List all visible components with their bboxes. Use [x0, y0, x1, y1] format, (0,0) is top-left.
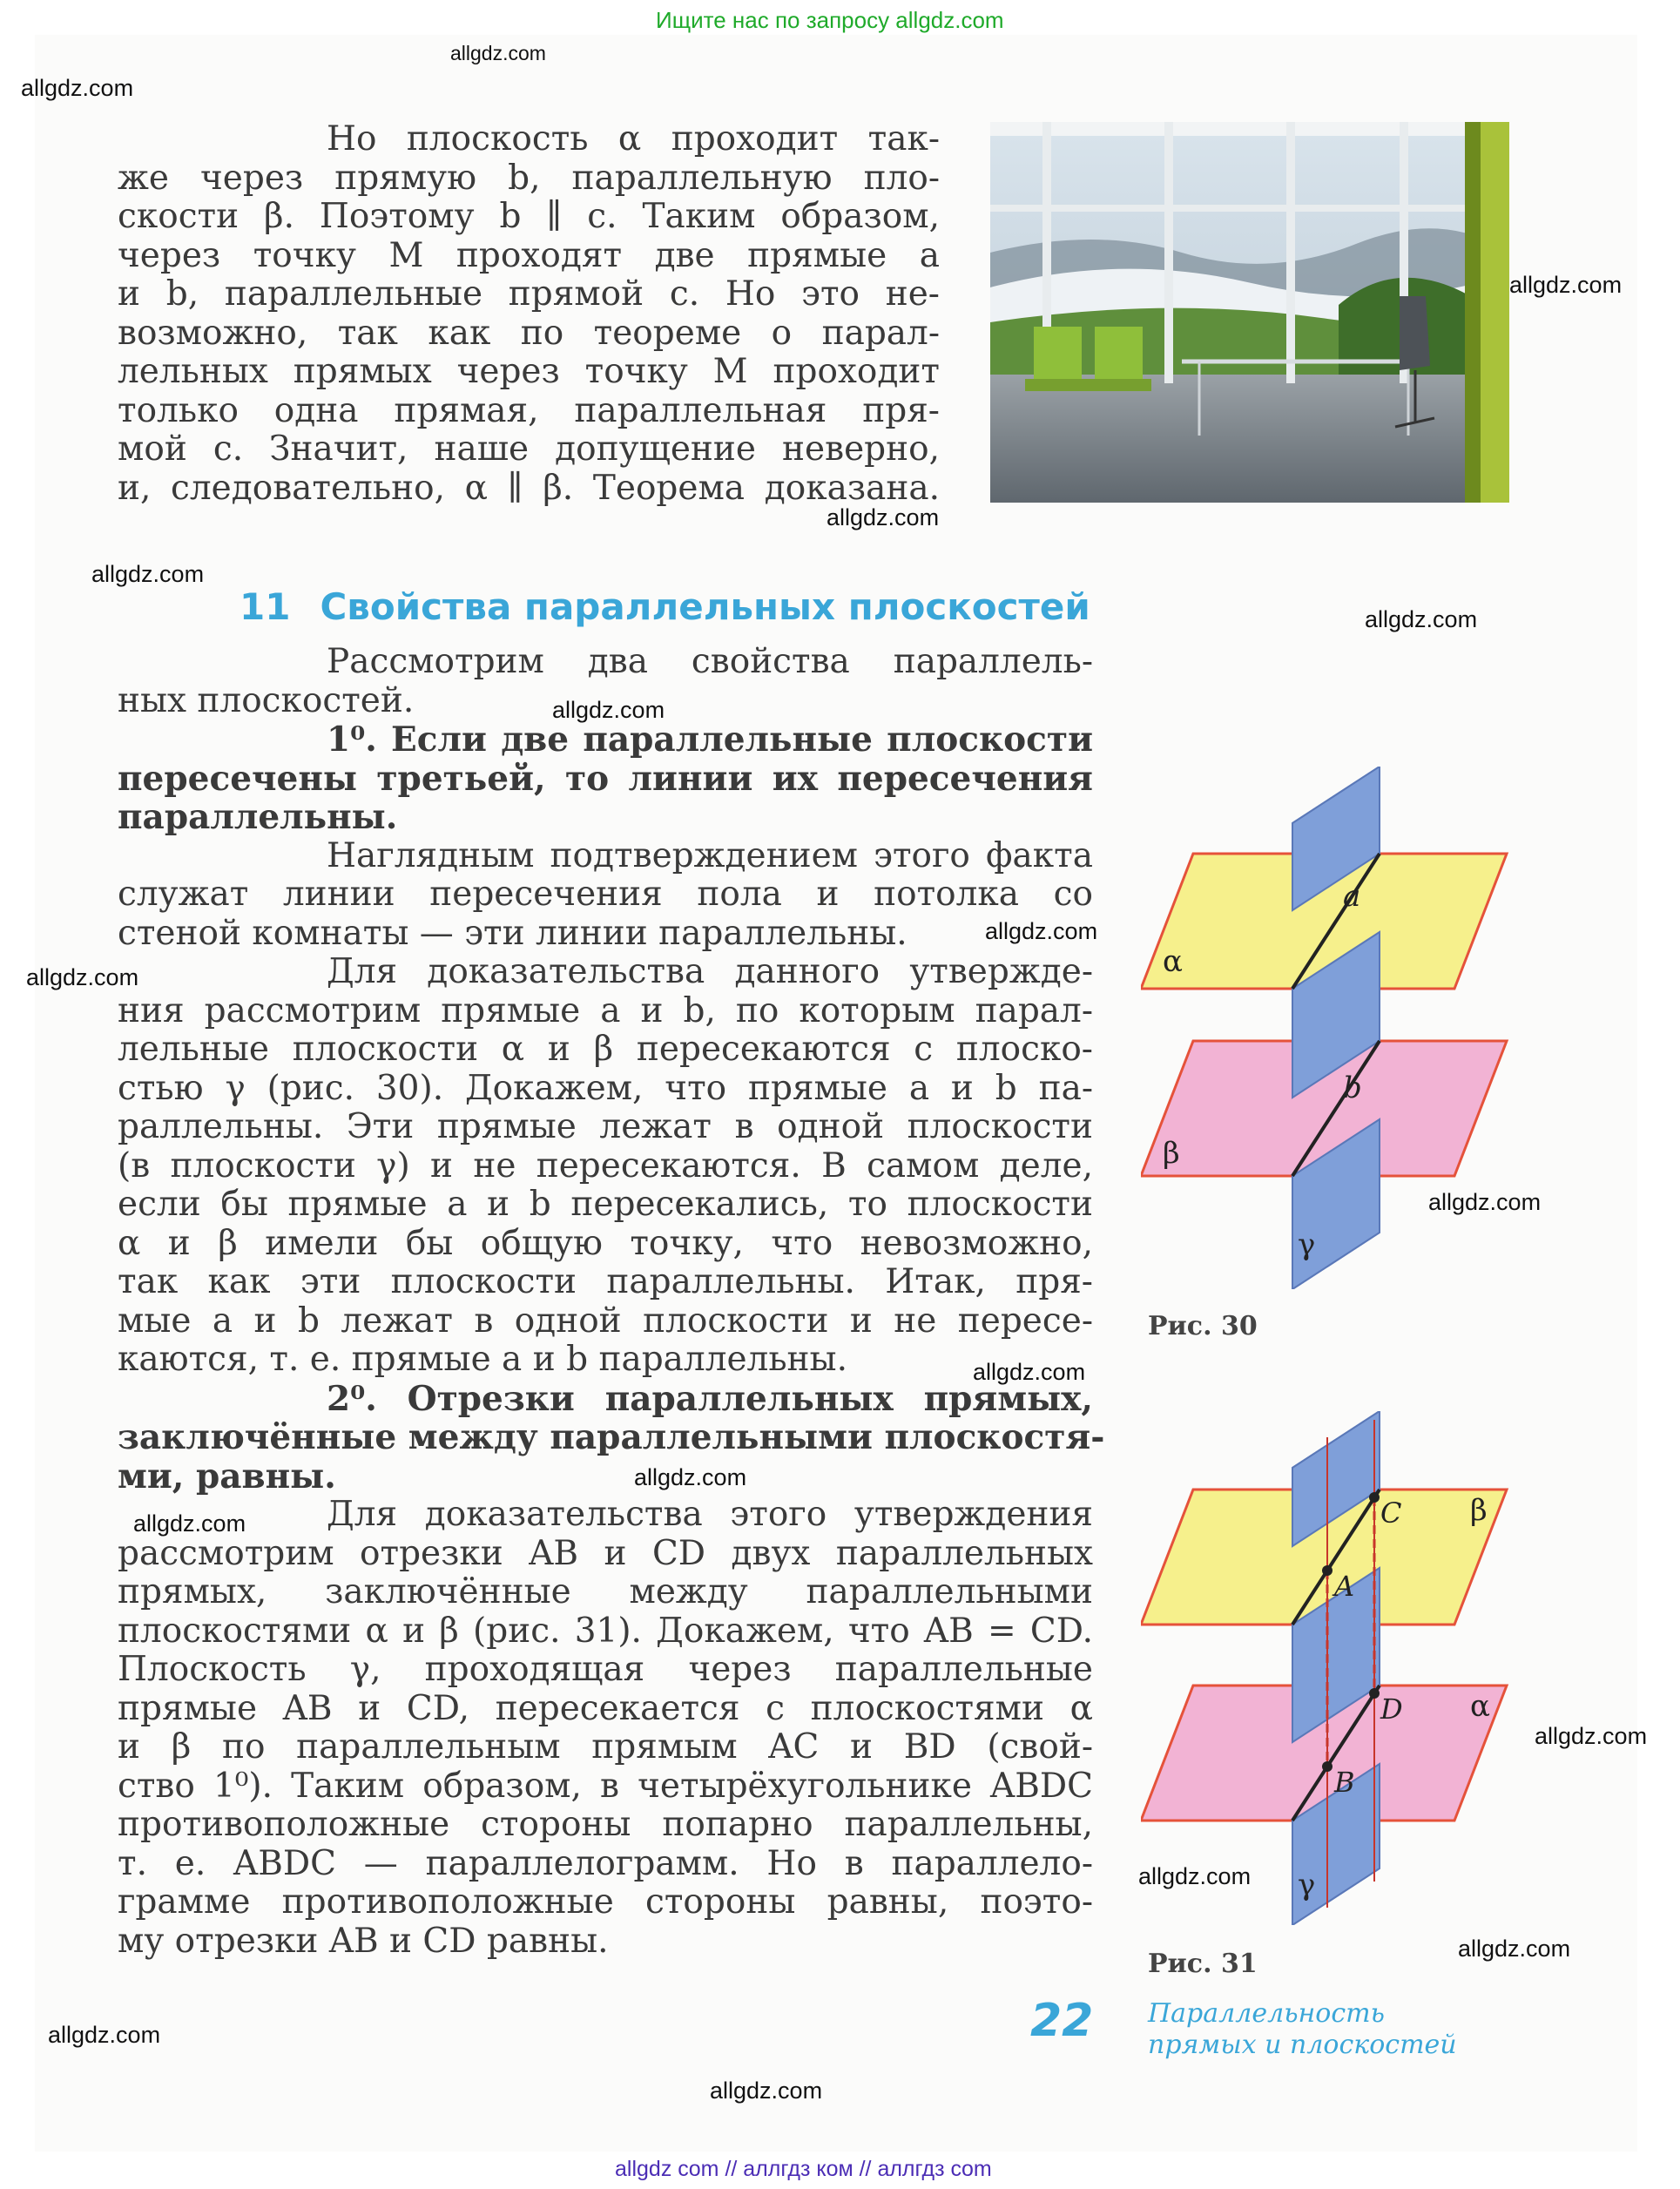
- watermark: allgdz.com: [1428, 1189, 1542, 1215]
- property-1-statement: 1⁰. Если две параллельные плоскости: [327, 720, 1093, 760]
- label-b: b: [1343, 1071, 1362, 1105]
- watermark: allgdz.com: [48, 2022, 161, 2048]
- point-a: [1322, 1565, 1333, 1576]
- label-B: B: [1334, 1766, 1355, 1799]
- page-number: 22: [1030, 1995, 1094, 2047]
- text-line: ных плоскостей.: [118, 680, 415, 720]
- text-line: плоскостями α и β (рис. 31). Докажем, что AB = CD.: [118, 1611, 1093, 1651]
- text-line: так как эти плоскости параллельны. Итак, пря-: [118, 1262, 1093, 1301]
- point-b: [1322, 1761, 1333, 1772]
- watermark: allgdz.com: [552, 697, 665, 723]
- text-line: прямых, заключённые между параллельными: [118, 1572, 1093, 1611]
- watermark: allgdz.com: [133, 1510, 246, 1537]
- section-number: 11: [240, 585, 291, 628]
- text-line: только одна прямая, параллельная пря-: [118, 390, 940, 430]
- watermark: allgdz.com: [973, 1359, 1086, 1385]
- text-line: му отрезки AB и CD равны.: [118, 1921, 609, 1961]
- text-line: через точку M проходят две прямые a: [118, 235, 940, 275]
- property-2-statement: заключённые между параллельными плоскостя-: [118, 1417, 1105, 1457]
- text-line: прямые AB и CD, пересекается с плоскостями α: [118, 1688, 1093, 1728]
- property-2-statement: 2⁰. Отрезки параллельных прямых,: [327, 1378, 1093, 1419]
- label-alpha: α: [1470, 1689, 1490, 1724]
- running-title-line: прямых и плоскостей: [1148, 2030, 1457, 2060]
- room-photo: [990, 122, 1509, 503]
- property-2-statement: ми, равны.: [118, 1456, 336, 1496]
- label-alpha: α: [1163, 944, 1183, 979]
- text-line: и β по параллельным прямым AC и BD (свой-: [118, 1727, 1093, 1767]
- text-line: и b, параллельные прямой c. Но это не-: [118, 274, 940, 314]
- continuation-paragraph: [118, 120, 940, 508]
- text-line: противоположные стороны попарно параллельны,: [118, 1805, 1093, 1844]
- running-section-title: [1148, 1998, 1457, 2061]
- text-line: Но плоскость α проходит так-: [327, 119, 940, 159]
- text-line: каются, т. е. прямые a и b параллельны.: [118, 1340, 847, 1379]
- label-D: D: [1380, 1692, 1403, 1726]
- text-line: мой c. Значит, наше допущение неверно,: [118, 429, 940, 469]
- text-line: Плоскость γ, проходящая через параллельные: [118, 1650, 1093, 1689]
- text-line: и, следовательно, α ∥ β. Теорема доказана.: [118, 468, 940, 508]
- watermark: allgdz.com: [985, 918, 1098, 944]
- watermark: allgdz.com: [827, 504, 940, 530]
- text-line: т. е. ABDC — параллелограмм. Но в параллело-: [118, 1843, 1093, 1883]
- watermark: allgdz.com: [450, 42, 546, 64]
- watermark: allgdz.com: [710, 2078, 823, 2104]
- text-line: служат линии пересечения пола и потолка со: [118, 875, 1093, 914]
- section-heading: [240, 585, 1090, 628]
- label-beta: β: [1163, 1136, 1180, 1171]
- text-line: если бы прямые a и b пересекались, то плоскости: [118, 1185, 1093, 1224]
- running-title-line: Параллельность: [1148, 1998, 1385, 2029]
- top-watermark[interactable]: Ищите нас по запросу allgdz.com: [656, 7, 1004, 33]
- property-1-statement: пересечены третьей, то линии их пересечения: [118, 758, 1093, 799]
- label-gamma: γ: [1298, 1868, 1316, 1902]
- text-line: раллельны. Эти прямые лежат в одной плоскости: [118, 1107, 1093, 1146]
- point-d: [1369, 1688, 1380, 1699]
- main-column: [118, 642, 1105, 1961]
- label-C: C: [1380, 1496, 1402, 1530]
- figure-31-caption: Рис. 31: [1148, 1949, 1258, 1979]
- property-1-statement: параллельны.: [118, 797, 398, 837]
- text-line: ство 1⁰). Таким образом, в четырёхугольнике ABDC: [118, 1766, 1093, 1806]
- text-line: Для доказательства данного утвержде-: [327, 952, 1093, 991]
- text-line: Для доказательства этого утверждения: [327, 1495, 1093, 1534]
- watermark: allgdz.com: [634, 1464, 747, 1490]
- section-title: Свойства параллельных плоскостей: [320, 585, 1090, 628]
- watermark: allgdz.com: [21, 75, 134, 101]
- text-line: Рассмотрим два свойства параллель-: [327, 642, 1093, 681]
- text-line: возможно, так как по теореме о парал-: [118, 313, 940, 353]
- figure-30-caption: Рис. 30: [1148, 1311, 1258, 1341]
- watermark: allgdz.com: [1458, 1936, 1571, 1962]
- watermark: allgdz.com: [1509, 272, 1623, 298]
- label-a: a: [1343, 879, 1361, 914]
- text-line: ния рассмотрим прямые a и b, по которым парал-: [118, 990, 1093, 1030]
- text-line: лельные плоскости α и β пересекаются с плоско-: [118, 1030, 1093, 1069]
- text-line: стеной комнаты — эти линии параллельны.: [118, 913, 907, 953]
- text-line: мые a и b лежат в одной плоскости и не пересе-: [118, 1301, 1093, 1341]
- room-illustration: [990, 122, 1509, 503]
- label-A: A: [1334, 1570, 1355, 1603]
- figure-31: [1141, 1411, 1524, 1925]
- bottom-watermark[interactable]: allgdz com // аллгдз ком // аллгдз com: [615, 2157, 992, 2181]
- watermark: allgdz.com: [1138, 1863, 1252, 1889]
- watermark: allgdz.com: [1365, 606, 1478, 632]
- text-line: рассмотрим отрезки AB и CD двух параллельных: [118, 1533, 1093, 1573]
- watermark: allgdz.com: [1535, 1723, 1648, 1749]
- text-line: стью γ (рис. 30). Докажем, что прямые a и b па-: [118, 1068, 1093, 1108]
- point-c: [1369, 1492, 1380, 1503]
- watermark: allgdz.com: [91, 561, 205, 587]
- text-line: α и β имели бы общую точку, что невозможно,: [118, 1223, 1093, 1263]
- label-beta: β: [1470, 1493, 1488, 1528]
- figure-30: [1141, 767, 1524, 1289]
- text-line: Наглядным подтверждением этого факта: [327, 835, 1093, 875]
- text-line: лельных прямых через точку M проходит: [118, 352, 940, 391]
- text-line: скости β. Поэтому b ∥ c. Таким образом,: [118, 197, 940, 236]
- text-line: же через прямую b, параллельную пло-: [118, 158, 940, 198]
- label-gamma: γ: [1298, 1227, 1316, 1262]
- text-line: грамме противоположные стороны равны, поэто-: [118, 1882, 1093, 1922]
- text-line: (в плоскости γ) и не пересекаются. В самом деле,: [118, 1145, 1093, 1186]
- watermark: allgdz.com: [26, 964, 139, 990]
